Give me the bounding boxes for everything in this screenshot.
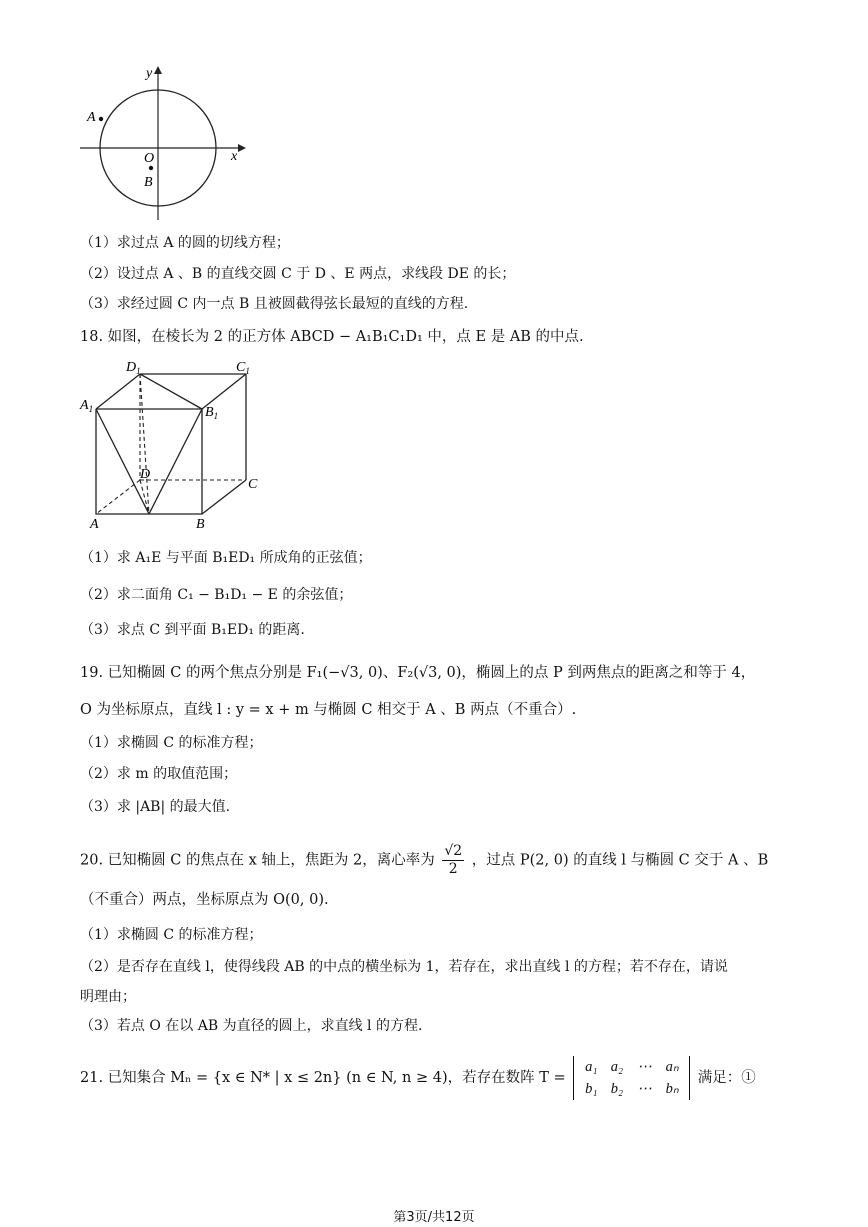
vertex-a-label: A (90, 517, 99, 532)
vertex-c-label: C (248, 477, 258, 492)
q20-stem-line1 (80, 843, 768, 878)
q20-part-3: （3）若点 O 在以 AB 为直径的圆上，求直线 l 的方程. (80, 1018, 423, 1034)
q17-part-2: （2）设过点 A 、B 的直线交圆 C 于 D 、E 两点，求线段 DE 的长； (80, 266, 516, 282)
point-b-dot (149, 166, 153, 170)
cube-hidden-edges (96, 374, 246, 514)
q20-part-1: （1）求椭圆 C 的标准方程； (80, 927, 263, 943)
x-axis-arrow (238, 144, 246, 152)
y-axis-label: y (146, 66, 153, 81)
matrix-cell: a₁ (585, 1059, 598, 1075)
q20-stem-part-a: 20. 已知椭圆 C 的焦点在 x 轴上，焦距为 2，离心率为 (80, 852, 435, 869)
matrix-row-1 (580, 1056, 683, 1078)
matrix-cell: b₂ (610, 1081, 624, 1097)
matrix-cell: b₁ (585, 1081, 598, 1097)
matrix-t (573, 1056, 690, 1100)
q20-part-2-cont: 明理由； (80, 989, 136, 1005)
x-axis-label: x (231, 149, 238, 164)
vertex-d-label: D (140, 467, 151, 482)
point-b-label: B (144, 175, 153, 190)
q19-stem-line2: O 为坐标原点，直线 l : y = x + m 与椭圆 C 相交于 A 、B 两点（不重合）. (80, 702, 577, 718)
vertex-d1-label: $D_1$ (126, 360, 141, 376)
y-axis-arrow (154, 66, 162, 74)
vertex-b1-label: $B_1$ (205, 405, 219, 421)
vertex-a1-label: $A_1$ (80, 398, 94, 414)
q18-part-1: （1）求 A₁E 与平面 B₁ED₁ 所成角的正弦值； (80, 550, 372, 566)
q21-stem (80, 1056, 756, 1100)
matrix-cell: aₙ (665, 1059, 679, 1075)
matrix-row-2 (580, 1078, 683, 1100)
q20-stem-part-b: ，过点 P(2, 0) 的直线 l 与椭圆 C 交于 A 、B (471, 852, 769, 869)
q18-part-2: （2）求二面角 C₁ − B₁D₁ − E 的余弦值； (80, 587, 353, 603)
q17-part-3: （3）求经过圆 C 内一点 B 且被圆截得弦长最短的直线的方程. (80, 296, 469, 312)
q18-part-3: （3）求点 C 到平面 B₁ED₁ 的距离. (80, 622, 305, 638)
matrix-cell: ⋯ (637, 1059, 652, 1075)
q21-stem-part-a: 21. 已知集合 Mₙ = {x ∈ N* | x ≤ 2n} (n ∈ N, n ≥ 4)，若存在数阵 T = (80, 1070, 566, 1086)
point-a-dot (99, 117, 103, 121)
matrix-cell: bₙ (665, 1081, 679, 1097)
q19-part-1: （1）求椭圆 C 的标准方程； (80, 735, 263, 751)
q18-cube-figure (78, 358, 278, 533)
q17-circle-figure (76, 62, 256, 222)
cube-visible-edges (96, 374, 246, 514)
q18-stem: 18. 如图，在棱长为 2 的正方体 ABCD − A₁B₁C₁D₁ 中，点 E 是 AB 的中点. (80, 329, 584, 345)
vertex-c1-label: $C_1$ (236, 360, 250, 376)
q19-part-3: （3）求 |AB| 的最大值. (80, 799, 231, 815)
q20-part-2: （2）是否存在直线 l，使得线段 AB 的中点的横坐标为 1，若存在，求出直线 l 的方程；若不存在，请说 (80, 959, 728, 975)
eccentricity-numerator: √2 (444, 843, 463, 859)
point-a-label: A (87, 110, 96, 125)
eccentricity-denominator: 2 (448, 861, 458, 877)
q19-part-2: （2）求 m 的取值范围； (80, 766, 238, 782)
origin-label: O (144, 151, 155, 166)
vertex-b-label: B (196, 517, 205, 532)
matrix-cell: a₂ (610, 1059, 624, 1075)
q21-stem-part-b: 满足：① (697, 1070, 756, 1086)
q20-stem-line2: （不重合）两点，坐标原点为 O(0, 0). (80, 892, 329, 908)
q19-stem-line1: 19. 已知椭圆 C 的两个焦点分别是 F₁(−√3, 0)、F₂(√3, 0)，椭圆上的点 P 到两焦点的距离之和等于 4， (80, 665, 756, 681)
page-footer: 第3页/共12页 (393, 1210, 475, 1225)
q17-part-1: （1）求过点 A 的圆的切线方程； (80, 235, 290, 251)
eccentricity-fraction (442, 843, 464, 878)
matrix-cell: ⋯ (637, 1081, 652, 1097)
